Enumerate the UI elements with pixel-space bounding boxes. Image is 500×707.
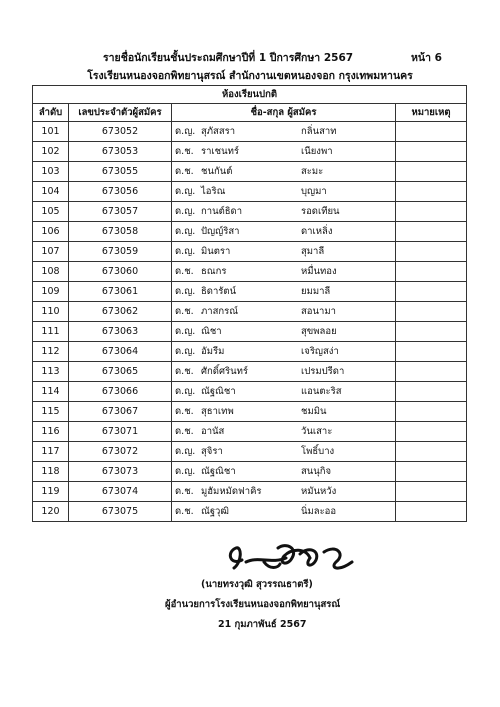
note-cell (396, 262, 467, 282)
first-name: ณัฐณิชา (201, 466, 236, 477)
first-name: ไอริณ (201, 186, 226, 197)
applicant-id: 673052 (69, 122, 172, 142)
last-name: โพธิ์บาง (301, 446, 335, 457)
applicant-name (172, 202, 396, 222)
first-name: อัมรีม (201, 346, 225, 357)
name-title: ด.ญ. (175, 466, 196, 477)
note-cell (396, 382, 467, 402)
row-number: 105 (33, 202, 69, 222)
note-cell (396, 142, 467, 162)
name-title: ด.ญ. (175, 226, 196, 237)
table-row (33, 182, 467, 202)
signature-image (220, 538, 360, 574)
applicant-name (172, 362, 396, 382)
name-title: ด.ญ. (175, 326, 196, 337)
name-title: ด.ญ. (175, 126, 196, 137)
table-row (33, 482, 467, 502)
row-number: 118 (33, 462, 69, 482)
first-name: สุภัสสรา (201, 126, 236, 137)
signature-date: 21 กุมภาพันธ์ 2567 (218, 619, 307, 630)
last-name: เนียงพา (301, 146, 333, 157)
applicant-name (172, 242, 396, 262)
table-row (33, 322, 467, 342)
table-row (33, 402, 467, 422)
row-number: 102 (33, 142, 69, 162)
first-name: ศักดิ์ศรินทร์ (201, 366, 248, 377)
table-row (33, 302, 467, 322)
page-number: หน้า 6 (411, 52, 442, 64)
applicant-name (172, 302, 396, 322)
applicant-id: 673074 (69, 482, 172, 502)
table-row (33, 282, 467, 302)
applicant-id: 673064 (69, 342, 172, 362)
first-name: กานต์ธิดา (201, 206, 243, 217)
name-title: ด.ญ. (175, 246, 196, 257)
applicant-id: 673073 (69, 462, 172, 482)
last-name: สุขพลอย (301, 326, 337, 337)
table-row (33, 362, 467, 382)
first-name: ภาสกรณ์ (201, 306, 239, 317)
name-title: ด.ญ. (175, 186, 196, 197)
applicant-name (172, 322, 396, 342)
last-name: กลิ่นสาท (301, 126, 337, 137)
applicant-name (172, 162, 396, 182)
row-number: 120 (33, 502, 69, 522)
note-cell (396, 162, 467, 182)
row-number: 110 (33, 302, 69, 322)
first-name: ธิดารัตน์ (201, 286, 237, 297)
name-title: ด.ช. (175, 486, 194, 497)
note-cell (396, 122, 467, 142)
table-row (33, 382, 467, 402)
applicant-id: 673062 (69, 302, 172, 322)
applicant-id: 673058 (69, 222, 172, 242)
applicant-id: 673059 (69, 242, 172, 262)
last-name: แอนตะริส (301, 386, 342, 397)
row-number: 114 (33, 382, 69, 402)
note-cell (396, 322, 467, 342)
row-number: 108 (33, 262, 69, 282)
student-roster-table (32, 85, 467, 522)
applicant-name (172, 462, 396, 482)
first-name: สุธาเทพ (201, 406, 234, 417)
table-row (33, 262, 467, 282)
note-cell (396, 442, 467, 462)
name-title: ด.ญ. (175, 286, 196, 297)
first-name: อานัส (201, 426, 225, 437)
applicant-id: 673065 (69, 362, 172, 382)
row-number: 104 (33, 182, 69, 202)
column-header-note: หมายเหตุ (396, 104, 467, 122)
last-name: สอนามา (301, 306, 336, 317)
first-name: ปัญญ์ริสา (201, 226, 240, 237)
table-row (33, 142, 467, 162)
last-name: ชมมิน (301, 406, 327, 417)
row-number: 106 (33, 222, 69, 242)
signer-position: ผู้อำนวยการโรงเรียนหนองจอกพิทยานุสรณ์ (165, 599, 341, 610)
applicant-id: 673066 (69, 382, 172, 402)
note-cell (396, 462, 467, 482)
last-name: สุมาลี (301, 246, 325, 257)
note-cell (396, 182, 467, 202)
last-name: สนนุกิจ (301, 466, 332, 477)
applicant-name (172, 482, 396, 502)
applicant-id: 673061 (69, 282, 172, 302)
name-title: ด.ญ. (175, 346, 196, 357)
last-name: หมื่นทอง (301, 266, 337, 277)
name-title: ด.ช. (175, 406, 194, 417)
row-number: 112 (33, 342, 69, 362)
column-header-applicant-id: เลขประจำตัวผู้สมัคร (69, 104, 172, 122)
last-name: สะมะ (301, 166, 324, 177)
row-number: 107 (33, 242, 69, 262)
table-row (33, 242, 467, 262)
note-cell (396, 222, 467, 242)
first-name: ณิชา (201, 326, 222, 337)
table-row (33, 162, 467, 182)
applicant-name (172, 282, 396, 302)
document-title: รายชื่อนักเรียนชั้นประถมศึกษาปีที่ 1 ปีการศึกษา 2567 (103, 52, 354, 64)
applicant-name (172, 142, 396, 162)
name-title: ด.ช. (175, 306, 194, 317)
applicant-name (172, 342, 396, 362)
table-row (33, 442, 467, 462)
row-number: 111 (33, 322, 69, 342)
first-name: มูฮัมหมัดฟาคิร (201, 486, 262, 497)
applicant-id: 673056 (69, 182, 172, 202)
table-row (33, 122, 467, 142)
last-name: หมันหวัง (301, 486, 337, 497)
name-title: ด.ช. (175, 266, 194, 277)
applicant-name (172, 442, 396, 462)
last-name: เปรมปรีดา (301, 366, 345, 377)
section-header-row (33, 86, 467, 104)
name-title: ด.ช. (175, 426, 194, 437)
row-number: 116 (33, 422, 69, 442)
applicant-name (172, 262, 396, 282)
first-name: ณัฐณิชา (201, 386, 236, 397)
note-cell (396, 362, 467, 382)
name-title: ด.ญ. (175, 446, 196, 457)
note-cell (396, 482, 467, 502)
signer-name: (นายทรงวุฒิ สุวรรณธาตรี) (201, 579, 313, 590)
last-name: วันเสาะ (301, 426, 333, 437)
name-title: ด.ช. (175, 166, 194, 177)
name-title: ด.ญ. (175, 386, 196, 397)
row-number: 117 (33, 442, 69, 462)
applicant-name (172, 382, 396, 402)
last-name: ยมมาลี (301, 286, 331, 297)
row-number: 115 (33, 402, 69, 422)
row-number: 101 (33, 122, 69, 142)
column-header-name: ชื่อ-สกุล ผู้สมัคร (172, 104, 396, 122)
name-title: ด.ช. (175, 146, 194, 157)
note-cell (396, 402, 467, 422)
applicant-id: 673053 (69, 142, 172, 162)
row-number: 109 (33, 282, 69, 302)
applicant-id: 673067 (69, 402, 172, 422)
applicant-id: 673060 (69, 262, 172, 282)
last-name: ดาเหลิ่ง (301, 226, 333, 237)
last-name: รอดเทียน (301, 206, 340, 217)
applicant-id: 673055 (69, 162, 172, 182)
applicant-id: 673071 (69, 422, 172, 442)
note-cell (396, 302, 467, 322)
table-row (33, 462, 467, 482)
first-name: มินตรา (201, 246, 231, 257)
last-name: นิ่มละออ (301, 506, 337, 517)
first-name: ธณกร (201, 266, 227, 277)
table-row (33, 502, 467, 522)
document-header (0, 49, 500, 65)
last-name: บุญมา (301, 186, 327, 197)
first-name: สุจิรา (201, 446, 223, 457)
column-header-row (33, 104, 467, 122)
first-name: ราเชนทร์ (201, 146, 239, 157)
row-number: 113 (33, 362, 69, 382)
name-title: ด.ช. (175, 506, 194, 517)
column-header-no: ลำดับ (33, 104, 69, 122)
applicant-name (172, 222, 396, 242)
note-cell (396, 422, 467, 442)
applicant-id: 673063 (69, 322, 172, 342)
table-row (33, 222, 467, 242)
note-cell (396, 282, 467, 302)
applicant-id: 673072 (69, 442, 172, 462)
applicant-id: 673057 (69, 202, 172, 222)
applicant-name (172, 122, 396, 142)
note-cell (396, 242, 467, 262)
note-cell (396, 342, 467, 362)
row-number: 103 (33, 162, 69, 182)
note-cell (396, 202, 467, 222)
school-name: โรงเรียนหนองจอกพิทยานุสรณ์ สำนักงานเขตหนองจอก กรุงเทพมหานคร (87, 70, 413, 82)
applicant-name (172, 182, 396, 202)
name-title: ด.ช. (175, 366, 194, 377)
applicant-name (172, 422, 396, 442)
applicant-id: 673075 (69, 502, 172, 522)
first-name: ณัฐวุฒิ (201, 506, 229, 517)
applicant-name (172, 402, 396, 422)
note-cell (396, 502, 467, 522)
table-row (33, 342, 467, 362)
applicant-name (172, 502, 396, 522)
first-name: ชนกันต์ (201, 166, 233, 177)
table-row (33, 202, 467, 222)
section-title: ห้องเรียนปกติ (33, 86, 467, 104)
row-number: 119 (33, 482, 69, 502)
roster-body (33, 122, 467, 522)
last-name: เจริญสง่า (301, 346, 339, 357)
name-title: ด.ญ. (175, 206, 196, 217)
table-row (33, 422, 467, 442)
